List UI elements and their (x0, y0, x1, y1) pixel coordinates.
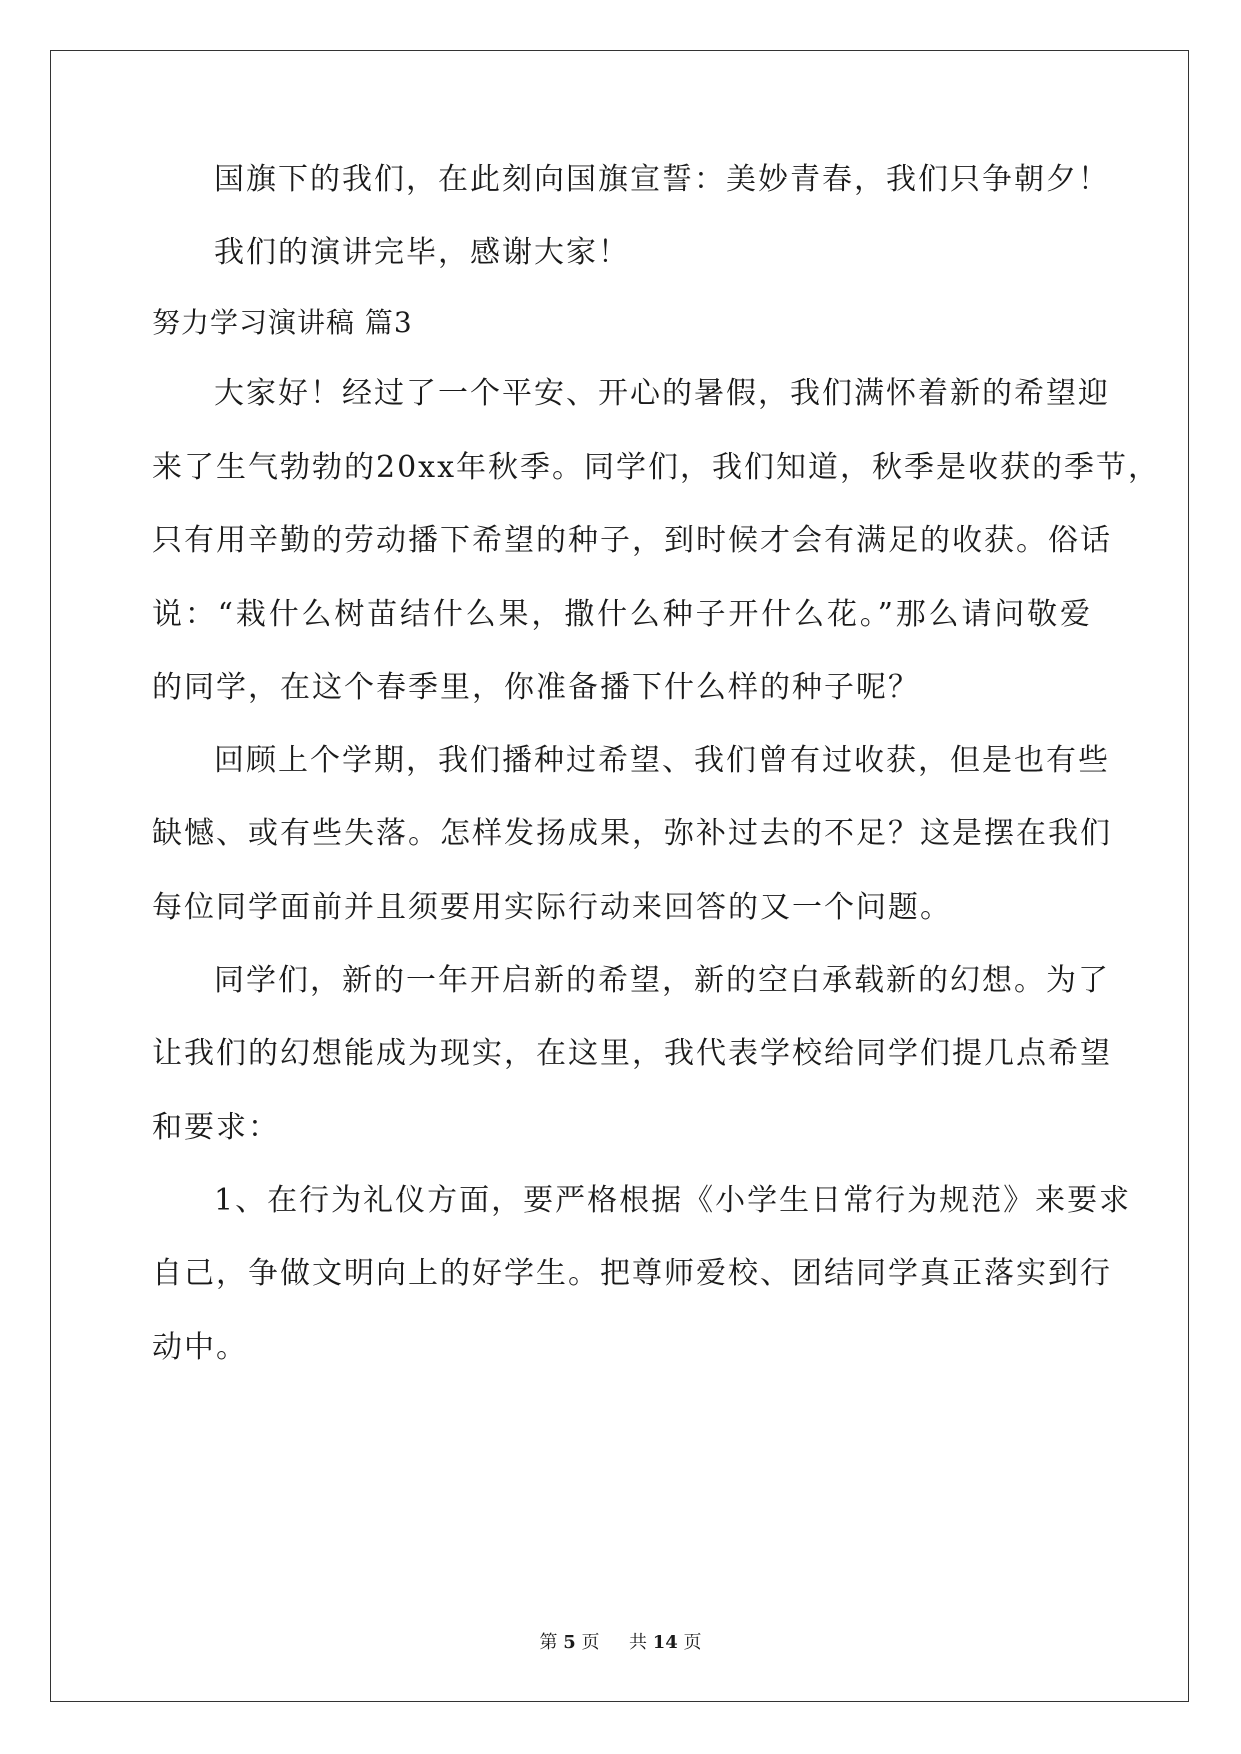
paragraph-line: 动中。 (152, 1330, 248, 1365)
page-suffix: 页 (581, 1632, 600, 1653)
page-prefix: 第 (539, 1632, 558, 1653)
page-footer (0, 1631, 1241, 1655)
current-page: 5 (563, 1632, 576, 1653)
paragraph-line: 每位同学面前并且须要用实际行动来回答的又一个问题。 (152, 890, 952, 925)
page-number (540, 1631, 600, 1655)
paragraph-line: 我们的演讲完毕，感谢大家！ (214, 235, 630, 270)
paragraph-line: 自己，争做文明向上的好学生。把尊师爱校、团结同学真正落实到行 (152, 1256, 1112, 1291)
paragraph-line: 1、在行为礼仪方面，要严格根据《小学生日常行为规范》来要求 (214, 1183, 1132, 1218)
paragraph-line: 大家好！经过了一个平安、开心的暑假，我们满怀着新的希望迎 (214, 376, 1110, 411)
paragraph-line: 来了生气勃勃的20xx年秋季。同学们，我们知道，秋季是收获的季节， (152, 450, 1161, 485)
paragraph-line: 让我们的幻想能成为现实，在这里，我代表学校给同学们提几点希望 (152, 1036, 1112, 1071)
page-border (50, 50, 1189, 1702)
section-heading: 努力学习演讲稿 篇3 (152, 306, 413, 339)
total-suffix: 页 (683, 1632, 702, 1653)
paragraph-line: 和要求： (152, 1110, 280, 1145)
paragraph-line: 的同学，在这个春季里，你准备播下什么样的种子呢？ (152, 670, 920, 705)
paragraph-line: 回顾上个学期，我们播种过希望、我们曾有过收获，但是也有些 (214, 743, 1110, 778)
total-prefix: 共 (628, 1632, 647, 1653)
page-total (629, 1631, 702, 1655)
total-pages: 14 (652, 1632, 678, 1653)
paragraph-line: 说：“栽什么树苗结什么果，撒什么种子开什么花。”那么请问敬爱 (152, 597, 1092, 632)
paragraph-line: 国旗下的我们，在此刻向国旗宣誓：美妙青春，我们只争朝夕！ (214, 162, 1110, 197)
paragraph-line: 缺憾、或有些失落。怎样发扬成果，弥补过去的不足？这是摆在我们 (152, 816, 1112, 851)
paragraph-line: 同学们，新的一年开启新的希望，新的空白承载新的幻想。为了 (214, 963, 1110, 998)
paragraph-line: 只有用辛勤的劳动播下希望的种子，到时候才会有满足的收获。俗话 (152, 523, 1112, 558)
